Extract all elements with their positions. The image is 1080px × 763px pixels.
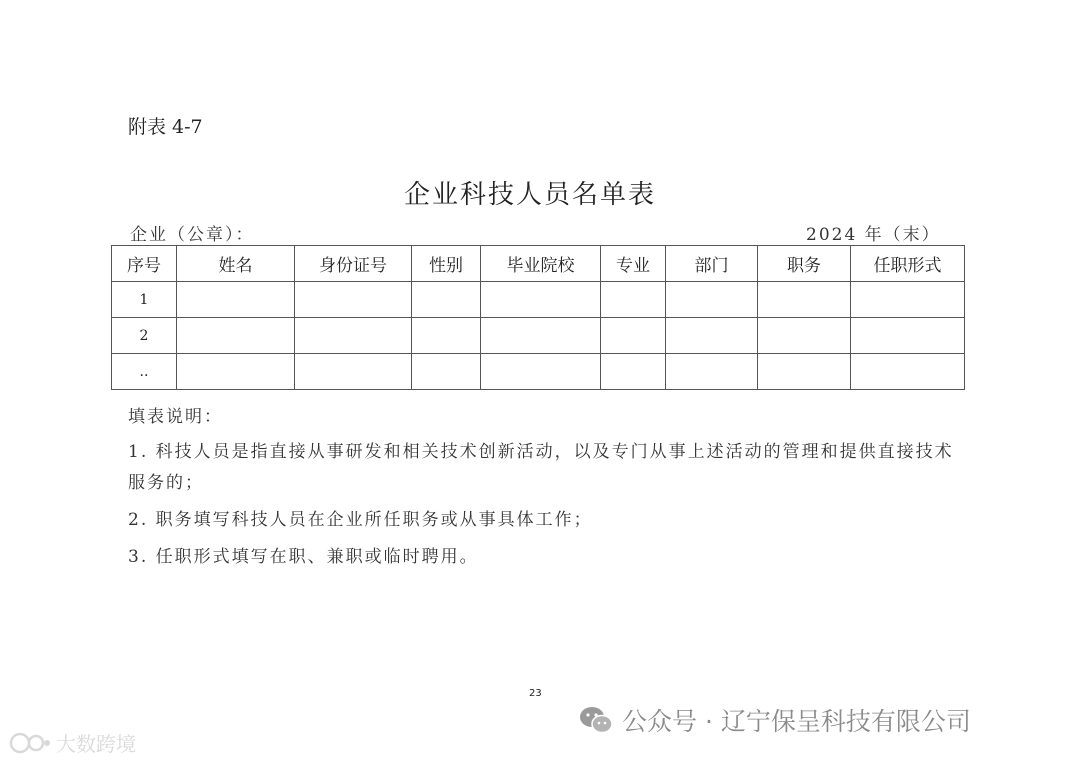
table-cell — [758, 354, 851, 390]
header-serial: 序号 — [112, 246, 177, 282]
brand-watermark — [8, 728, 136, 757]
table-cell — [758, 318, 851, 354]
header-department: 部门 — [666, 246, 758, 282]
table-cell — [177, 282, 295, 318]
table-cell — [851, 354, 965, 390]
table-cell: .. — [112, 354, 177, 390]
table-row — [112, 318, 965, 354]
header-name: 姓名 — [177, 246, 295, 282]
header-gender: 性别 — [412, 246, 481, 282]
header-major: 专业 — [601, 246, 666, 282]
table-cell — [666, 318, 758, 354]
table-cell — [177, 354, 295, 390]
table-cell — [412, 282, 481, 318]
table-cell — [481, 318, 601, 354]
table-cell — [295, 318, 412, 354]
table-cell — [601, 354, 666, 390]
table-cell — [295, 354, 412, 390]
table-cell — [851, 282, 965, 318]
table-cell — [666, 354, 758, 390]
table-cell — [601, 282, 666, 318]
watermark-text: 公众号 · 辽宁保呈科技有限公司 — [622, 707, 971, 736]
instruction-item: 3. 任职形式填写在职、兼职或临时聘用。 — [128, 547, 479, 567]
document-title: 企业科技人员名单表 — [403, 180, 656, 210]
instructions-heading: 填表说明： — [128, 407, 223, 427]
table-row — [112, 354, 965, 390]
instruction-item: 1. 科技人员是指直接从事研发和相关技术创新活动，以及专门从事上述活动的管理和提供直接技术服务的； — [128, 442, 954, 493]
header-id-number: 身份证号 — [295, 246, 412, 282]
header-employment-type: 任职形式 — [851, 246, 965, 282]
instructions-section — [128, 402, 958, 579]
table-cell — [601, 318, 666, 354]
page-number: 23 — [529, 688, 542, 699]
table-row — [112, 282, 965, 318]
wechat-icon — [578, 705, 614, 735]
instruction-item: 2. 职务填写科技人员在企业所任职务或从事具体工作； — [128, 510, 593, 530]
header-school: 毕业院校 — [481, 246, 601, 282]
wechat-watermark — [578, 702, 971, 738]
table-cell — [481, 354, 601, 390]
table-cell — [412, 354, 481, 390]
appendix-label: 附表 4-7 — [128, 116, 203, 138]
table-cell — [666, 282, 758, 318]
brand-logo-icon — [8, 730, 52, 756]
table-cell — [295, 282, 412, 318]
table-header-row — [112, 246, 965, 282]
table-cell — [412, 318, 481, 354]
table-cell — [481, 282, 601, 318]
table-cell — [851, 318, 965, 354]
table-cell — [177, 318, 295, 354]
header-position: 职务 — [758, 246, 851, 282]
year-label: 2024 年（末） — [806, 225, 941, 245]
table-cell: 1 — [112, 282, 177, 318]
staff-roster-table — [111, 245, 965, 390]
table-cell — [758, 282, 851, 318]
table-cell: 2 — [112, 318, 177, 354]
watermark-left-text: 大数跨境 — [56, 732, 136, 756]
company-seal-label: 企业（公章）： — [130, 225, 255, 245]
